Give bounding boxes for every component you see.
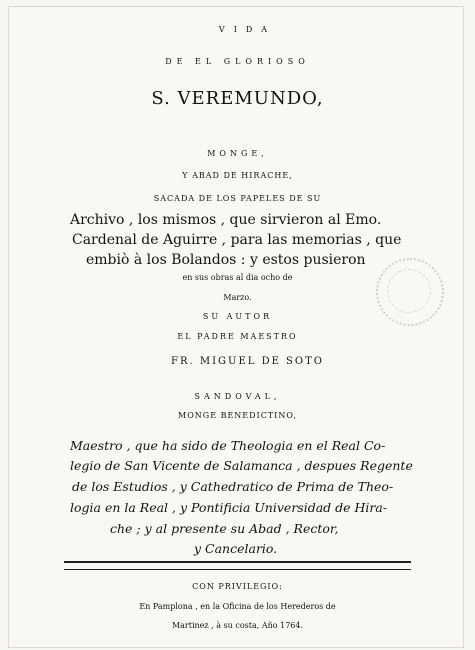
bio-line-5: che ; y al presente su Abad , Rector,: [110, 521, 339, 536]
title-saint-name: S. VEREMUNDO,: [151, 88, 324, 109]
bio-line-2: legio de San Vicente de Salamanca , despues Regente: [70, 458, 413, 473]
author-order: MONGE BENEDICTINO,: [178, 411, 297, 420]
title-abad: Y ABAD DE HIRACHE,: [182, 171, 293, 180]
bio-line-6: y Cancelario.: [194, 541, 278, 556]
description-line-3: Cardenal de Aguirre , para las memorias , que: [72, 232, 402, 248]
imprint-date: Martinez , à su costa, Año 1764.: [171, 621, 304, 630]
description-line-1: SACADA DE LOS PAPELES DE SU: [153, 194, 322, 203]
title-de-el-glorioso: DE EL GLORIOSO: [165, 57, 310, 66]
author-surname: SANDOVAL,: [194, 392, 281, 401]
divider-rule-thin: [64, 569, 411, 570]
bio-line-1: Maestro , que ha sido de Theologia en el Real Co-: [70, 438, 386, 453]
author-name: FR. MIGUEL DE SOTO: [171, 356, 324, 367]
description-line-5: en sus obras al dia ocho de: [182, 273, 293, 282]
author-heading: SU AUTOR: [202, 312, 273, 321]
imprint-privilege: CON PRIVILEGIO:: [192, 582, 283, 591]
description-line-2: Archivo , los mismos , que sirvieron al Emo.: [70, 212, 382, 228]
author-title: EL PADRE MAESTRO: [177, 332, 298, 341]
description-line-4: embiò à los Bolandos : y estos pusieron: [86, 252, 366, 268]
title-monge: MONGE,: [207, 149, 268, 158]
imprint-place: En Pamplona , en la Oficina de los Herederos de: [139, 602, 336, 611]
bio-line-4: logia en la Real , y Pontificia Universidad de Hira-: [70, 500, 388, 515]
bio-line-3: de los Estudios , y Cathedratico de Prima de Theo-: [72, 479, 394, 494]
description-line-6: Marzo.: [223, 293, 252, 302]
title-vida: VIDA: [218, 25, 277, 34]
divider-rule-thick: [64, 561, 411, 563]
